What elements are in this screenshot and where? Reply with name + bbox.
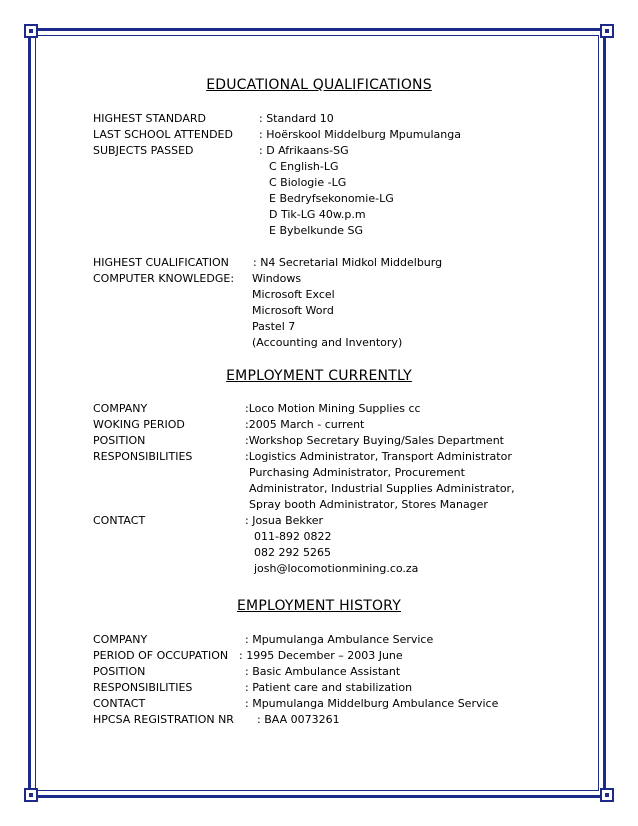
highest-standard-value: : Standard 10 bbox=[259, 112, 334, 125]
history-contact-value: : Mpumulanga Middelburg Ambulance Service bbox=[245, 697, 499, 710]
last-school-value: : Hoërskool Middelburg Mpumulanga bbox=[259, 128, 461, 141]
contact-item: 082 292 5265 bbox=[254, 546, 331, 559]
computer-item: Pastel 7 bbox=[252, 320, 296, 333]
computer-item: Microsoft Word bbox=[252, 304, 334, 317]
subject-item: E Bedryfsekonomie-LG bbox=[269, 192, 394, 205]
contact-item: 011-892 0822 bbox=[254, 530, 332, 543]
current-contact-label: CONTACT bbox=[93, 514, 146, 527]
contact-item: : Josua Bekker bbox=[245, 514, 324, 527]
responsibility-item: Spray booth Administrator, Stores Manager bbox=[249, 498, 488, 511]
subjects-label: SUBJECTS PASSED bbox=[93, 144, 194, 157]
current-position-value: :Workshop Secretary Buying/Sales Department bbox=[245, 434, 504, 447]
computer-item: Windows bbox=[252, 272, 302, 285]
subject-item: : D Afrikaans-SG bbox=[259, 144, 349, 157]
history-position-label: POSITION bbox=[93, 665, 146, 678]
contact-email: josh@locomotionmining.co.za bbox=[254, 562, 419, 575]
hpcsa-value: : BAA 0073261 bbox=[257, 713, 340, 726]
current-company-value: :Loco Motion Mining Supplies cc bbox=[245, 402, 421, 415]
highest-qualification-label: HIGHEST CUALIFICATION bbox=[93, 256, 229, 269]
current-period-label: WOKING PERIOD bbox=[93, 418, 185, 431]
computer-item: Microsoft Excel bbox=[252, 288, 335, 301]
current-employment-heading: EMPLOYMENT CURRENTLY bbox=[226, 368, 412, 384]
subject-item: C English-LG bbox=[269, 160, 339, 173]
subject-item: D Tik-LG 40w.p.m bbox=[269, 208, 366, 221]
current-period-value: :2005 March - current bbox=[245, 418, 365, 431]
computer-knowledge-label: COMPUTER KNOWLEDGE: bbox=[93, 272, 235, 285]
history-responsibilities-label: RESPONSIBILITIES bbox=[93, 681, 193, 694]
responsibility-item: Administrator, Industrial Supplies Administrator, bbox=[249, 482, 515, 495]
current-position-label: POSITION bbox=[93, 434, 146, 447]
current-responsibilities-label: RESPONSIBILITIES bbox=[93, 450, 193, 463]
history-company-label: COMPANY bbox=[93, 633, 148, 646]
highest-qualification-value: : N4 Secretarial Midkol Middelburg bbox=[253, 256, 443, 269]
history-contact-label: CONTACT bbox=[93, 697, 146, 710]
history-company-value: : Mpumulanga Ambulance Service bbox=[245, 633, 434, 646]
employment-history-heading: EMPLOYMENT HISTORY bbox=[237, 598, 401, 614]
history-position-value: : Basic Ambulance Assistant bbox=[245, 665, 401, 678]
computer-item: (Accounting and Inventory) bbox=[252, 336, 403, 349]
subject-item: C Biologie -LG bbox=[269, 176, 347, 189]
education-heading: EDUCATIONAL QUALIFICATIONS bbox=[206, 77, 432, 93]
history-period-label: PERIOD OF OCCUPATION bbox=[93, 649, 229, 662]
responsibility-item: :Logistics Administrator, Transport Administrator bbox=[245, 450, 512, 463]
responsibility-item: Purchasing Administrator, Procurement bbox=[249, 466, 465, 479]
history-period-value: : 1995 December – 2003 June bbox=[239, 649, 403, 662]
last-school-label: LAST SCHOOL ATTENDED bbox=[93, 128, 233, 141]
hpcsa-label: HPCSA REGISTRATION NR bbox=[93, 713, 234, 726]
highest-standard-label: HIGHEST STANDARD bbox=[93, 112, 206, 125]
current-company-label: COMPANY bbox=[93, 402, 148, 415]
subject-item: E Bybelkunde SG bbox=[269, 224, 364, 237]
history-responsibilities-value: : Patient care and stabilization bbox=[245, 681, 413, 694]
